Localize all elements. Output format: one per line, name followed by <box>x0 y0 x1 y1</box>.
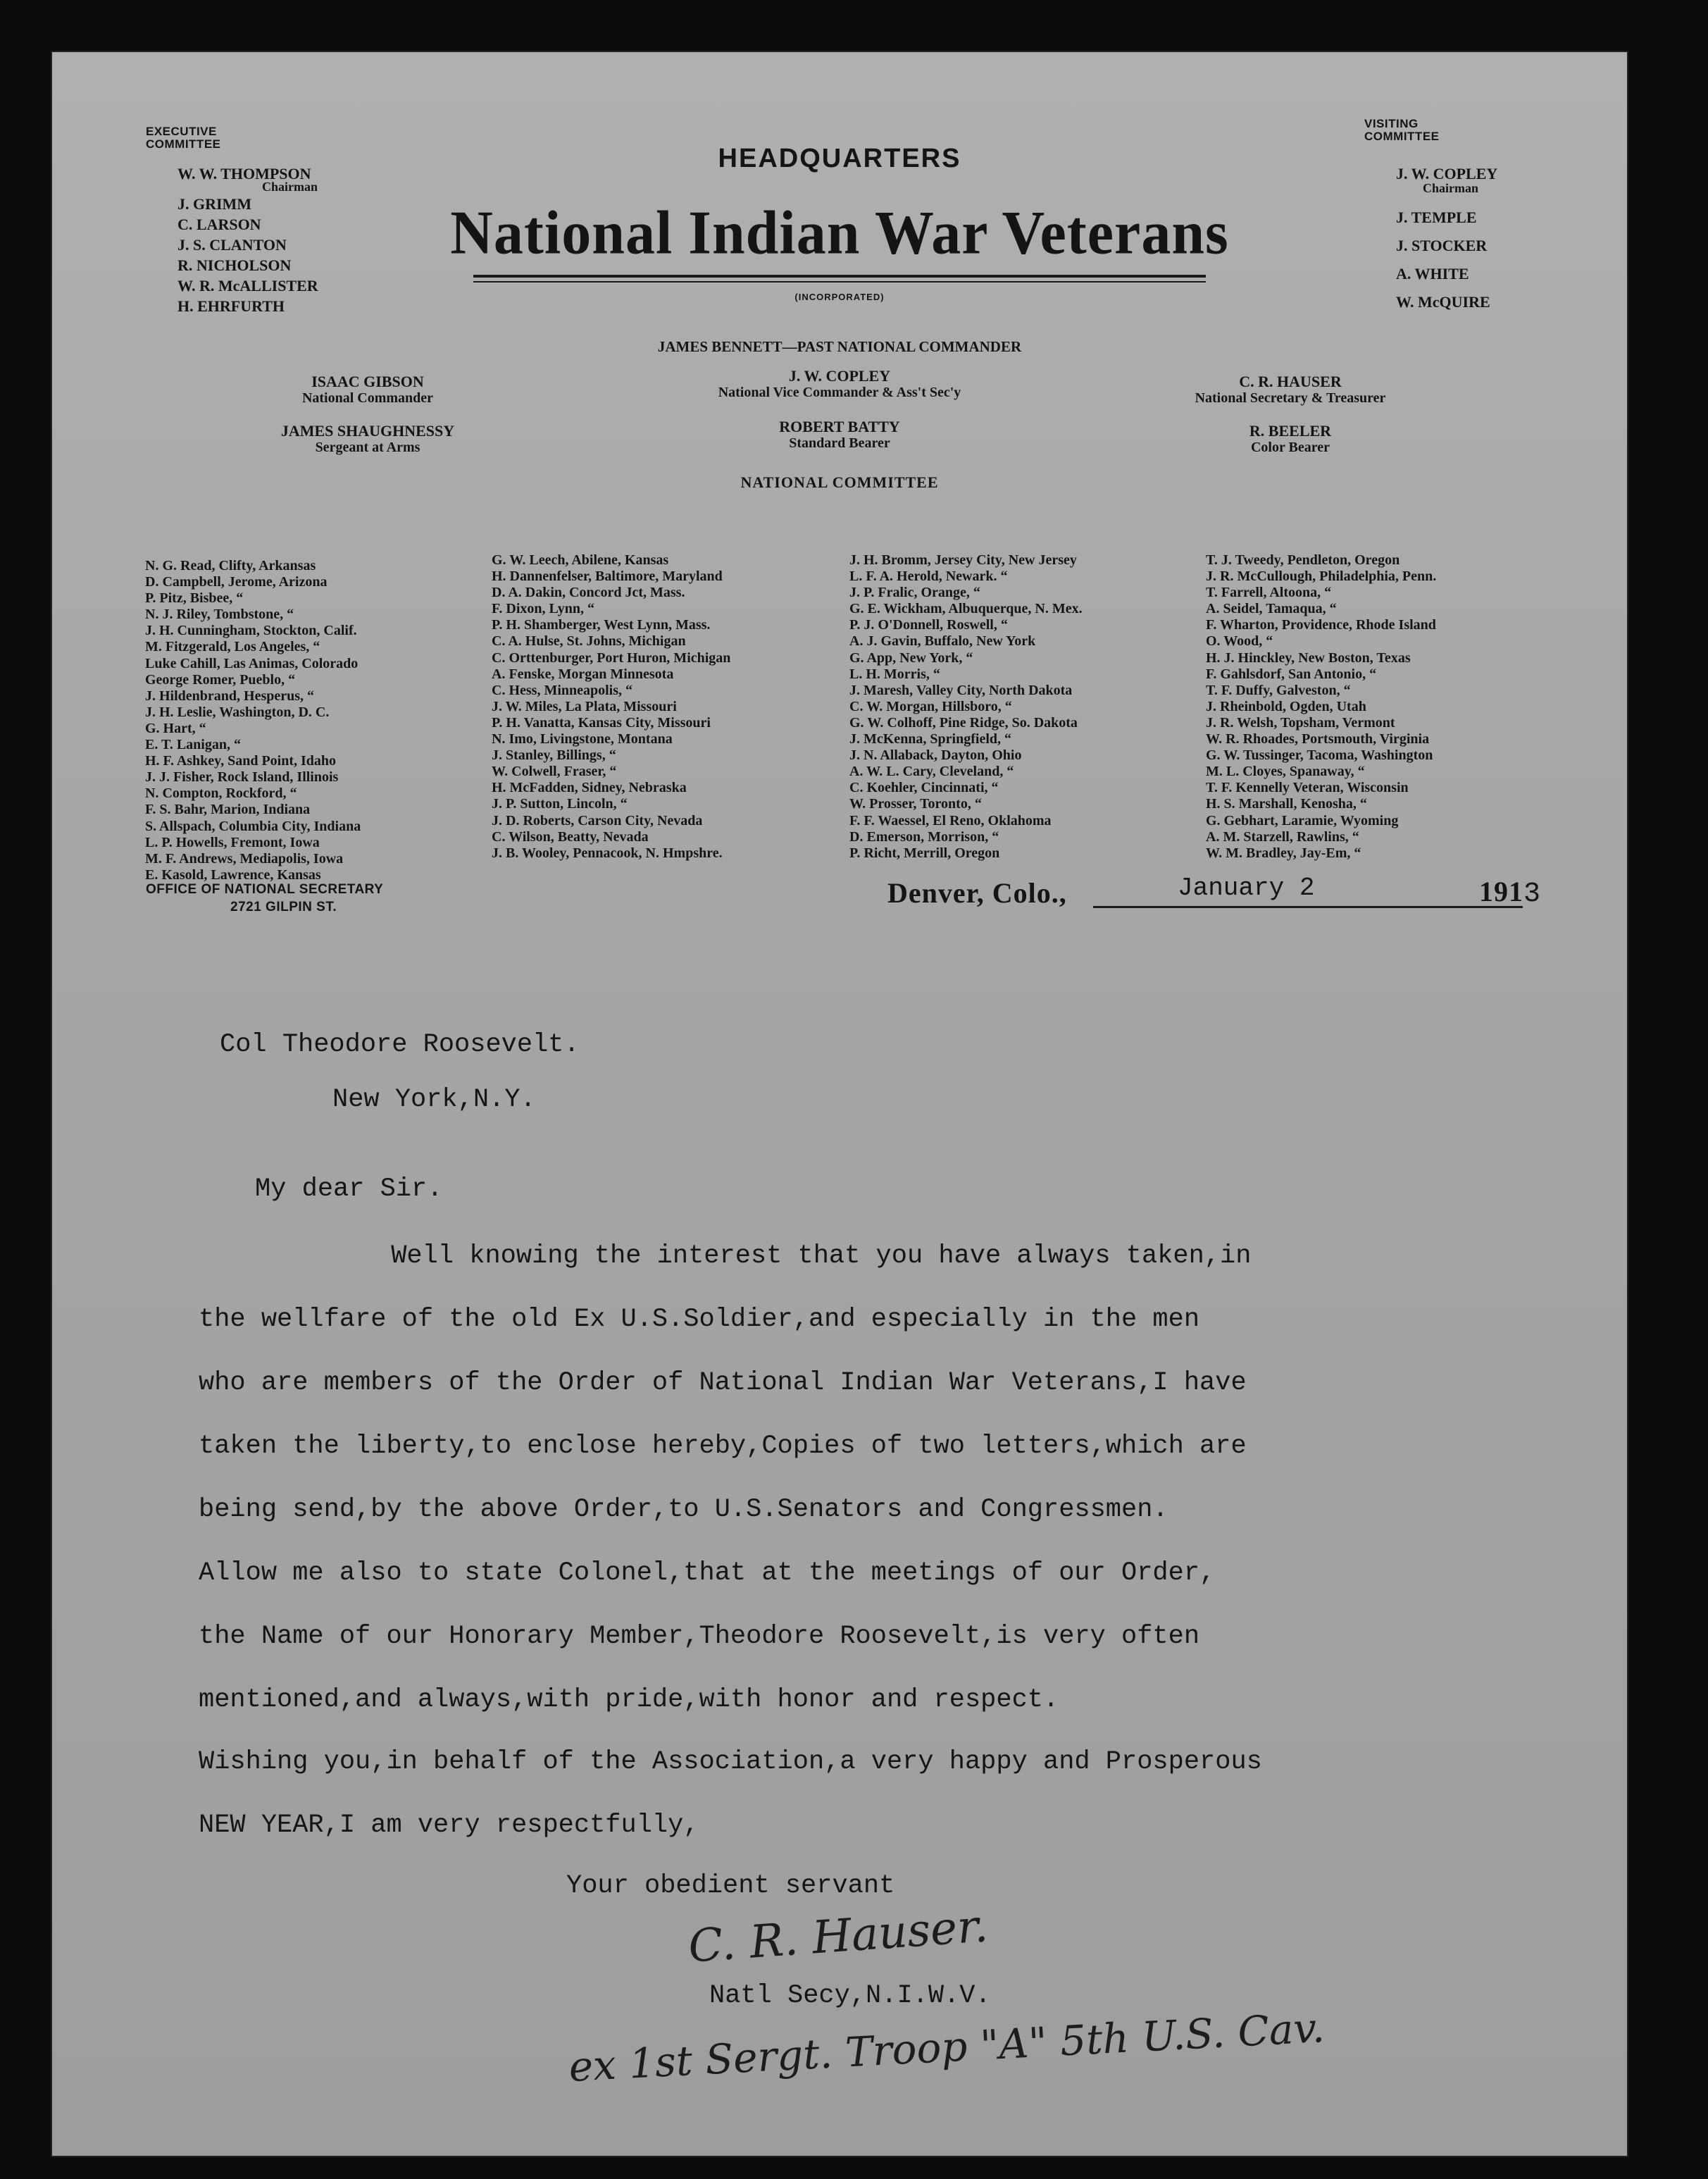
committee-member: J. P. Fralic, Orange, “ <box>849 585 980 601</box>
body-line: Well knowing the interest that you have always taken,in <box>297 1241 1252 1271</box>
committee-member: L. P. Howells, Fremont, Iowa <box>145 834 320 850</box>
committee-member: D. Emerson, Morrison, “ <box>849 828 999 845</box>
national-committee-column-4 <box>1206 552 1436 862</box>
committee-member: L. F. A. Herold, Newark. “ <box>849 569 1008 585</box>
body-line: who are members of the Order of National Indian War Veterans,I have <box>199 1368 1247 1398</box>
committee-member: T. F. Kennelly Veteran, Wisconsin <box>1206 780 1409 796</box>
committee-member: J. Rheinbold, Ogden, Utah <box>1206 698 1366 714</box>
visiting-committee-list: J. W. COPLEY Chairman J. TEMPLE J. STOCKER A. WHITE W. McQUIRE <box>1396 165 1498 311</box>
committee-member: J. McKenna, Springfield, “ <box>849 731 1012 747</box>
committee-member: N. Imo, Livingstone, Montana <box>492 731 673 747</box>
officer-standard-bearer: ROBERT BATTY Standard Bearer <box>779 418 900 451</box>
officer-color-bearer: R. BEELER Color Bearer <box>1249 422 1332 455</box>
national-committee-heading: NATIONAL COMMITTEE <box>740 473 939 491</box>
salutation: My dear Sir. <box>255 1174 443 1204</box>
committee-member: F. F. Waessel, El Reno, Oklahoma <box>849 812 1052 828</box>
committee-member: T. Farrell, Altoona, “ <box>1206 585 1332 601</box>
committee-member: N. Compton, Rockford, “ <box>145 786 297 802</box>
committee-member: G. E. Wickham, Albuquerque, N. Mex. <box>849 601 1083 617</box>
committee-member: J. Hildenbrand, Hesperus, “ <box>145 688 315 704</box>
committee-member: G. Gebhart, Laramie, Wyoming <box>1206 812 1399 828</box>
headquarters-heading: HEADQUARTERS <box>718 144 961 173</box>
committee-member: G. W. Leech, Abilene, Kansas <box>492 552 669 568</box>
committee-member: J. D. Roberts, Carson City, Nevada <box>492 812 703 828</box>
committee-member: C. Wilson, Beatty, Nevada <box>492 828 649 845</box>
committee-member: M. L. Cloyes, Spanaway, “ <box>1206 764 1365 780</box>
place-line: Denver, Colo., <box>887 877 1067 909</box>
national-committee-column-2 <box>492 552 730 862</box>
committee-member: J. W. Miles, La Plata, Missouri <box>492 698 677 714</box>
officer-secretary: C. R. HAUSER National Secretary & Treasurer <box>1195 373 1386 406</box>
committee-member: C. Orttenburger, Port Huron, Michigan <box>492 650 731 666</box>
committee-member: T. F. Duffy, Galveston, “ <box>1206 682 1351 698</box>
executive-committee-list: W. W. THOMPSON Chairman J. GRIMM C. LARSON J. S. CLANTON R. NICHOLSON W. R. McALLISTER H. EHRFURTH <box>177 165 318 315</box>
committee-member: P. Pitz, Bisbee, “ <box>145 590 244 607</box>
organization-title: National Indian War Veterans <box>450 198 1229 268</box>
committee-member: George Romer, Pueblo, “ <box>145 671 296 688</box>
committee-member: J. R. Welsh, Topsham, Vermont <box>1206 714 1395 731</box>
officer-commander: ISAAC GIBSON National Commander <box>301 373 434 406</box>
committee-member: G. Hart, “ <box>145 720 206 736</box>
committee-member: W. R. Rhoades, Portsmouth, Virginia <box>1206 731 1430 747</box>
committee-member: L. H. Morris, “ <box>849 666 940 682</box>
body-line: Wishing you,in behalf of the Association,a very happy and Prosperous <box>199 1747 1262 1777</box>
signer-title: Natl Secy,N.I.W.V. <box>709 1981 991 2011</box>
visiting-committee-heading: VISITING COMMITTEE <box>1364 117 1440 143</box>
committee-member: J. H. Cunningham, Stockton, Calif. <box>145 623 357 639</box>
title-rule-thin <box>473 281 1206 283</box>
body-line: being send,by the above Order,to U.S.Senators and Congressmen. <box>199 1495 1168 1525</box>
past-commander: JAMES BENNETT—PAST NATIONAL COMMANDER <box>657 338 1022 355</box>
letter-year: 1913 <box>1479 876 1541 910</box>
committee-member: A. W. L. Cary, Cleveland, “ <box>849 764 1014 780</box>
committee-member: P. H. Shamberger, West Lynn, Mass. <box>492 617 711 633</box>
committee-member: J. R. McCullough, Philadelphia, Penn. <box>1206 569 1437 585</box>
committee-member: E. T. Lanigan, “ <box>145 737 241 753</box>
committee-member: N. G. Read, Clifty, Arkansas <box>145 558 316 573</box>
committee-member: D. A. Dakin, Concord Jct, Mass. <box>492 585 685 601</box>
office-address: OFFICE OF NATIONAL SECRETARY 2721 GILPIN ST. <box>146 882 384 914</box>
committee-member: J. H. Bromm, Jersey City, New Jersey <box>849 552 1077 568</box>
body-line: mentioned,and always,with pride,with honor and respect. <box>199 1685 1059 1715</box>
incorporated-label: (INCORPORATED) <box>794 292 885 302</box>
committee-member: G. W. Colhoff, Pine Ridge, So. Dakota <box>849 714 1078 731</box>
committee-member: C. A. Hulse, St. Johns, Michigan <box>492 633 686 650</box>
committee-member: O. Wood, “ <box>1206 633 1273 650</box>
committee-member: H. Dannenfelser, Baltimore, Maryland <box>492 569 723 585</box>
officer-vice-commander: J. W. COPLEY National Vice Commander & Ass't Sec'y <box>718 367 961 400</box>
committee-member: H. S. Marshall, Kenosha, “ <box>1206 796 1367 812</box>
letter-date: January 2 <box>1178 874 1315 902</box>
recipient-address: New York,N.Y. <box>332 1085 536 1115</box>
committee-member: H. McFadden, Sidney, Nebraska <box>492 780 687 796</box>
committee-member: W. Colwell, Fraser, “ <box>492 764 617 780</box>
committee-member: F. S. Bahr, Marion, Indiana <box>145 802 311 818</box>
committee-member: W. M. Bradley, Jay-Em, “ <box>1206 845 1361 861</box>
committee-member: D. Campbell, Jerome, Arizona <box>145 574 328 590</box>
body-line: taken the liberty,to enclose hereby,Copies of two letters,which are <box>199 1432 1247 1461</box>
committee-member: W. Prosser, Toronto, “ <box>849 796 982 812</box>
recipient-name: Col Theodore Roosevelt. <box>220 1030 580 1060</box>
officer-sergeant: JAMES SHAUGHNESSY Sergeant at Arms <box>280 422 455 455</box>
body-line: NEW YEAR,I am very respectfully, <box>199 1811 699 1840</box>
body-line: the wellfare of the old Ex U.S.Soldier,and especially in the men <box>199 1305 1200 1334</box>
signature: C. R. Hauser. <box>686 1900 990 1973</box>
letter-sheet <box>51 51 1628 2157</box>
committee-member: F. Wharton, Providence, Rhode Island <box>1206 617 1436 633</box>
committee-member: A. Fenske, Morgan Minnesota <box>492 666 674 682</box>
title-rule-thick <box>473 275 1206 278</box>
committee-member: J. B. Wooley, Pennacook, N. Hmpshre. <box>492 845 723 861</box>
committee-member: J. Stanley, Billings, “ <box>492 747 616 764</box>
executive-committee-heading: EXECUTIVE COMMITTEE <box>146 125 221 151</box>
committee-member: M. Fitzgerald, Los Angeles, “ <box>145 639 320 655</box>
committee-member: P. Richt, Merrill, Oregon <box>849 845 1000 861</box>
committee-member: A. Seidel, Tamaqua, “ <box>1206 601 1337 617</box>
committee-member: J. J. Fisher, Rock Island, Illinois <box>145 769 339 786</box>
committee-member: N. J. Riley, Tombstone, “ <box>145 607 294 623</box>
national-committee-column-3 <box>849 552 1083 862</box>
body-line: the Name of our Honorary Member,Theodore Roosevelt,is very often <box>199 1622 1200 1651</box>
committee-member: T. J. Tweedy, Pendleton, Oregon <box>1206 552 1400 568</box>
committee-member: C. Koehler, Cincinnati, “ <box>849 780 999 796</box>
committee-member: P. H. Vanatta, Kansas City, Missouri <box>492 714 711 731</box>
committee-member: A. J. Gavin, Buffalo, New York <box>849 633 1036 650</box>
committee-member: Luke Cahill, Las Animas, Colorado <box>145 655 359 671</box>
committee-member: F. Gahlsdorf, San Antonio, “ <box>1206 666 1377 682</box>
date-underline <box>1093 906 1523 908</box>
committee-member: C. Hess, Minneapolis, “ <box>492 682 633 698</box>
committee-member: J. N. Allaback, Dayton, Ohio <box>849 747 1022 764</box>
committee-member: G. App, New York, “ <box>849 650 973 666</box>
committee-member: J. P. Sutton, Lincoln, “ <box>492 796 628 812</box>
committee-member: H. F. Ashkey, Sand Point, Idaho <box>145 753 337 769</box>
national-committee-column-1 <box>145 558 361 883</box>
committee-member: F. Dixon, Lynn, “ <box>492 601 594 617</box>
handwritten-postscript: ex 1st Sergt. Troop "A" 5th U.S. Cav. <box>567 2003 1326 2092</box>
committee-member: E. Kasold, Lawrence, Kansas <box>145 867 321 883</box>
committee-member: J. H. Leslie, Washington, D. C. <box>145 704 330 720</box>
committee-member: J. Maresh, Valley City, North Dakota <box>849 682 1073 698</box>
committee-member: H. J. Hinckley, New Boston, Texas <box>1206 650 1411 666</box>
body-line: Allow me also to state Colonel,that at the meetings of our Order, <box>199 1558 1216 1588</box>
committee-member: C. W. Morgan, Hillsboro, “ <box>849 698 1012 714</box>
committee-member: G. W. Tussinger, Tacoma, Washington <box>1206 747 1433 764</box>
closing: Your obedient servant <box>566 1871 895 1901</box>
committee-member: M. F. Andrews, Mediapolis, Iowa <box>145 850 344 867</box>
committee-member: P. J. O'Donnell, Roswell, “ <box>849 617 1008 633</box>
committee-member: A. M. Starzell, Rawlins, “ <box>1206 828 1359 845</box>
committee-member: S. Allspach, Columbia City, Indiana <box>145 818 361 834</box>
